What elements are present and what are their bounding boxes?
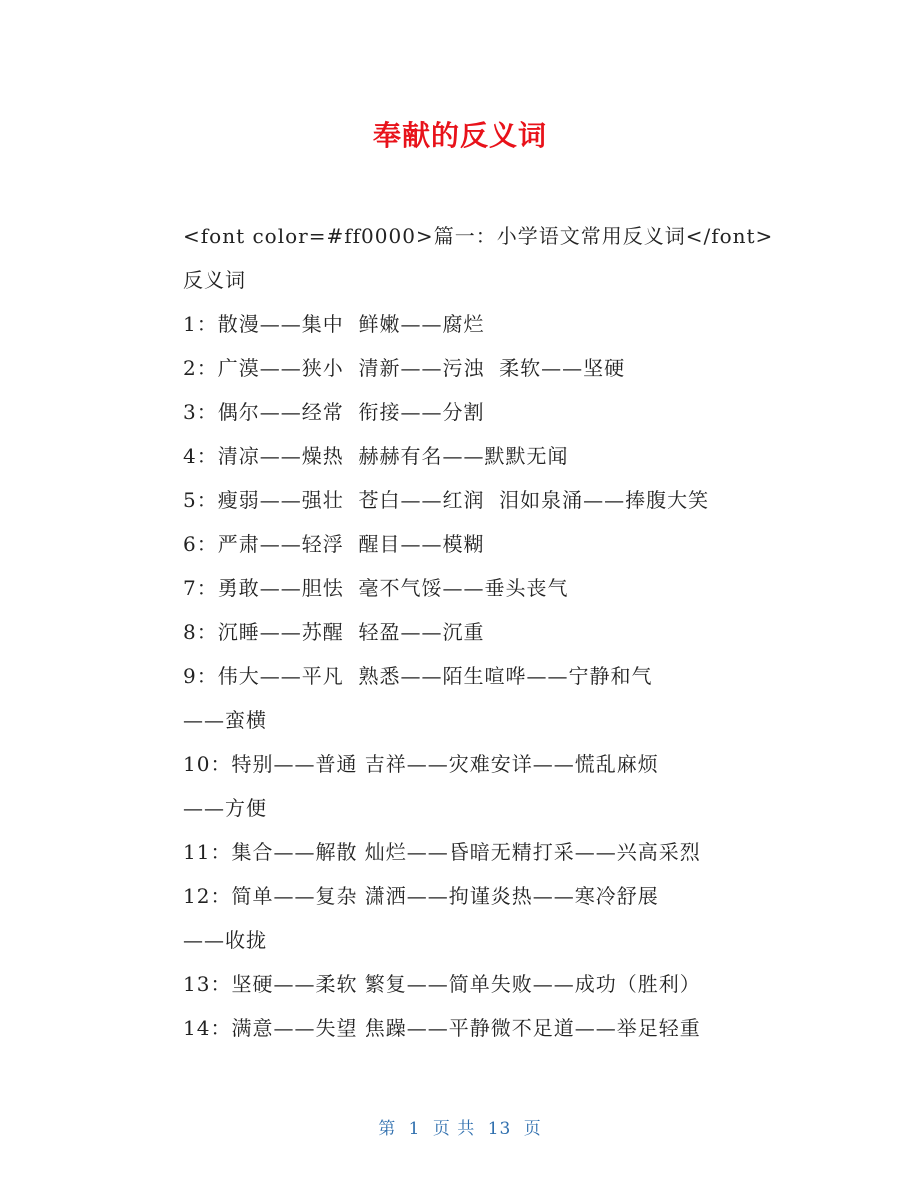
body-line: 2：广漠——狭小 清新——污浊 柔软——坚硬 xyxy=(183,356,626,380)
body-line: ——收拢 xyxy=(183,928,267,952)
footer-middle: 页 共 xyxy=(432,1119,476,1139)
body-line: ——方便 xyxy=(183,796,267,820)
body-line: 4：清凉——燥热 赫赫有名——默默无闻 xyxy=(183,444,569,468)
body-line: 3：偶尔——经常 衔接——分割 xyxy=(183,400,485,424)
body-line: 1：散漫——集中 鲜嫩——腐烂 xyxy=(183,312,485,336)
body-line: ——蛮横 xyxy=(183,708,267,732)
footer-prefix: 第 xyxy=(378,1119,397,1139)
body-line: 5：瘦弱——强壮 苍白——红润 泪如泉涌——捧腹大笑 xyxy=(183,488,710,512)
body-line: 7：勇敢——胆怯 毫不气馁——垂头丧气 xyxy=(183,576,569,600)
page-footer xyxy=(0,1114,920,1139)
body-line: 6：严肃——轻浮 醒目——模糊 xyxy=(183,532,485,556)
page-title: 奉献的反义词 xyxy=(372,119,547,152)
document-body xyxy=(183,214,783,1050)
body-line: 12：简单——复杂 潇洒——拘谨炎热——寒冷舒展 xyxy=(183,884,659,908)
body-line: 14：满意——失望 焦躁——平静微不足道——举足轻重 xyxy=(183,1016,701,1040)
body-line: 反义词 xyxy=(183,268,246,292)
body-line: 8：沉睡——苏醒 轻盈——沉重 xyxy=(183,620,485,644)
body-line: <font color=#ff0000>篇一：小学语文常用反义词</font> xyxy=(183,224,774,248)
footer-suffix: 页 xyxy=(523,1119,542,1139)
body-line: 13：坚硬——柔软 繁复——简单失败——成功（胜利） xyxy=(183,972,701,996)
body-line: 11：集合——解散 灿烂——昏暗无精打采——兴高采烈 xyxy=(183,840,701,864)
footer-page-number: 1 xyxy=(408,1119,421,1139)
body-line: 10：特别——普通 吉祥——灾难安详——慌乱麻烦 xyxy=(183,752,659,776)
footer-total-pages: 13 xyxy=(487,1119,512,1139)
body-line: 9：伟大——平凡 熟悉——陌生喧哗——宁静和气 xyxy=(183,664,653,688)
